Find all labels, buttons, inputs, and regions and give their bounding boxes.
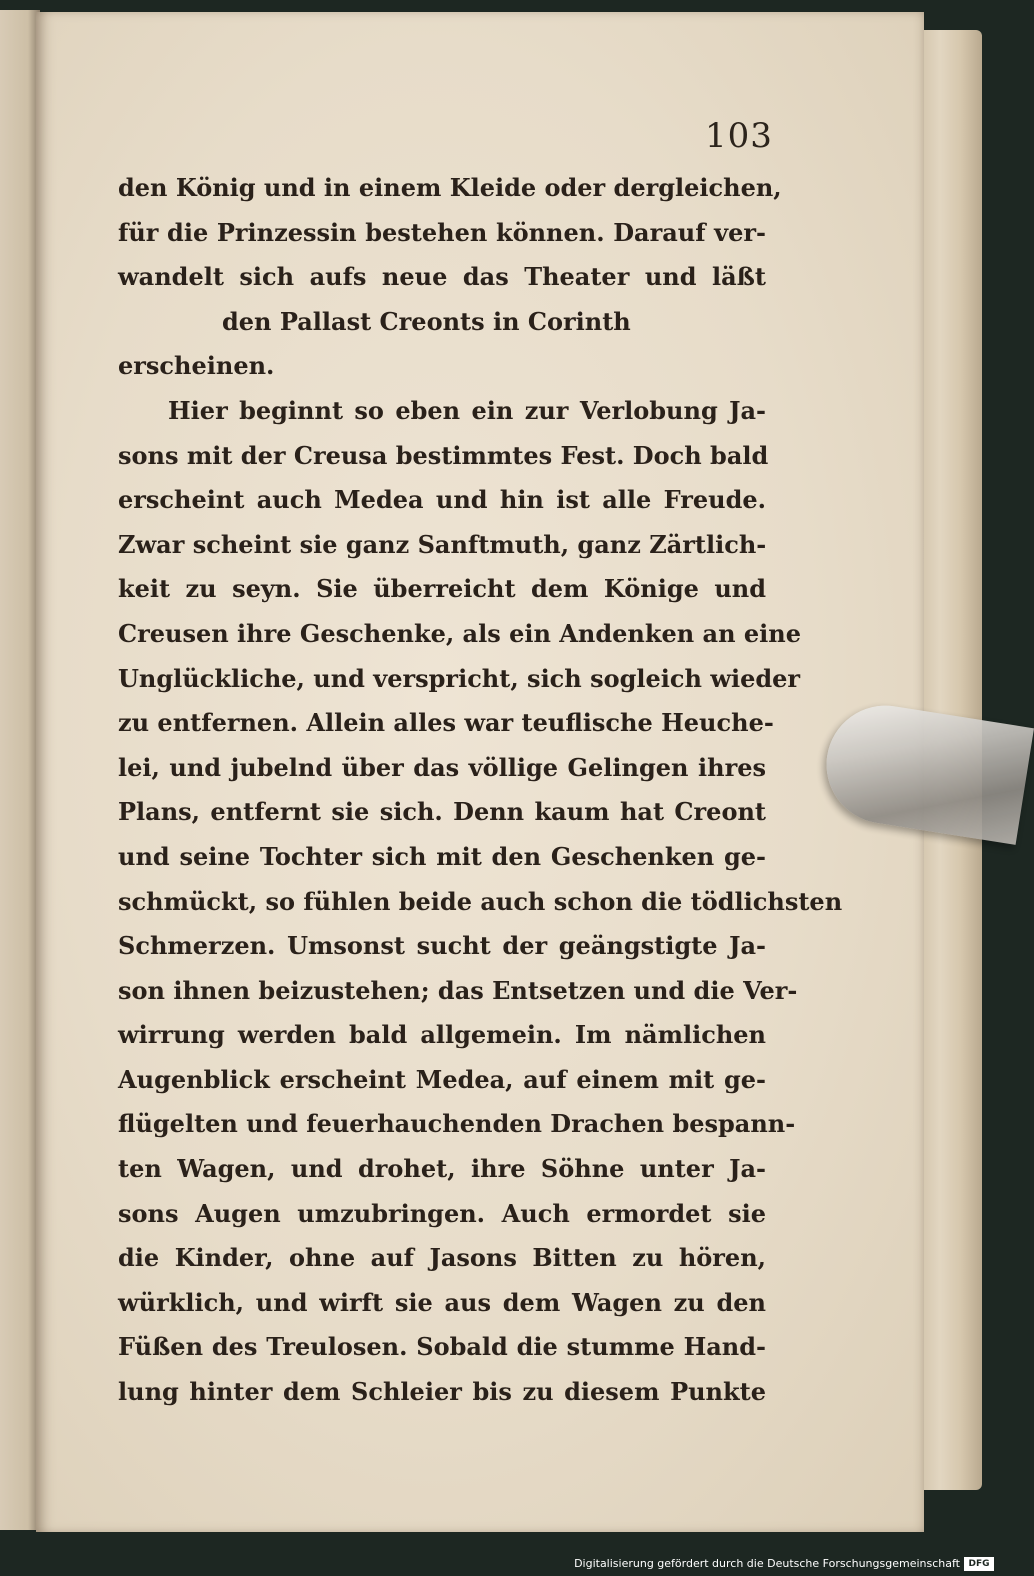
text-line: ten Wagen, und drohet, ihre Söhne unter Ja- bbox=[118, 1154, 766, 1184]
text-line: sons mit der Creusa bestimmtes Fest. Doch bald bbox=[118, 440, 769, 470]
text-line: den König und in einem Kleide oder dergleichen, bbox=[118, 173, 782, 202]
text-line: schmückt, so fühlen beide auch schon die tödlichsten bbox=[118, 886, 843, 916]
text-line: flügelten und feuerhauchenden Drachen bespann- bbox=[118, 1109, 796, 1139]
text-line: die Kinder, ohne auf Jasons Bitten zu hören, bbox=[118, 1243, 766, 1273]
text-line: Augenblick erscheint Medea, auf einem mit ge- bbox=[118, 1064, 766, 1094]
text-line: keit zu seyn. Sie überreicht dem Könige und bbox=[118, 574, 766, 604]
text-line: und seine Tochter sich mit den Geschenken ge- bbox=[118, 841, 766, 871]
text-line: für die Prinzessin bestehen können. Darauf ver- bbox=[118, 217, 766, 247]
page-number: 103 bbox=[705, 116, 773, 156]
footer-bar bbox=[0, 1548, 1000, 1576]
text-line: wirrung werden bald allgemein. Im nämlichen bbox=[118, 1020, 766, 1050]
dfg-logo: DFG bbox=[964, 1557, 994, 1571]
text-line: erscheinen. bbox=[118, 351, 275, 381]
text-line: Creusen ihre Geschenke, als ein Andenken an eine bbox=[118, 618, 802, 648]
text-line: Zwar scheint sie ganz Sanftmuth, ganz Zärtlich- bbox=[118, 529, 767, 559]
text-line: Schmerzen. Umsonst sucht der geängstigte Ja- bbox=[118, 931, 766, 961]
body-text bbox=[118, 166, 843, 1415]
funding-credit: Digitalisierung gefördert durch die Deutsche Forschungsgemeinschaft bbox=[574, 1557, 960, 1570]
left-page-edge bbox=[0, 10, 40, 1530]
paragraph-start-line: Hier beginnt so eben ein zur Verlobung Ja- bbox=[168, 395, 766, 425]
text-line: wandelt sich aufs neue das Theater und läßt bbox=[118, 262, 766, 292]
text-line: erscheint auch Medea und hin ist alle Freude. bbox=[118, 485, 766, 515]
text-line: zu entfernen. Allein alles war teuflische Heuche- bbox=[118, 708, 774, 738]
text-line: Unglückliche, und verspricht, sich sogleich wieder bbox=[118, 663, 801, 693]
text-line: lung hinter dem Schleier bis zu diesem Punkte bbox=[118, 1377, 766, 1407]
text-line: sons Augen umzubringen. Auch ermordet sie bbox=[118, 1198, 766, 1228]
text-line: würklich, und wirft sie aus dem Wagen zu den bbox=[118, 1287, 766, 1317]
text-line: son ihnen beizustehen; das Entsetzen und die Ver- bbox=[118, 975, 798, 1005]
stage-direction-line: den Pallast Creonts in Corinth bbox=[222, 306, 631, 336]
text-line: Plans, entfernt sie sich. Denn kaum hat Creont bbox=[118, 797, 766, 827]
text-line: Füßen des Treulosen. Sobald die stumme Hand- bbox=[118, 1332, 766, 1362]
text-line: lei, und jubelnd über das völlige Gelingen ihres bbox=[118, 752, 766, 782]
